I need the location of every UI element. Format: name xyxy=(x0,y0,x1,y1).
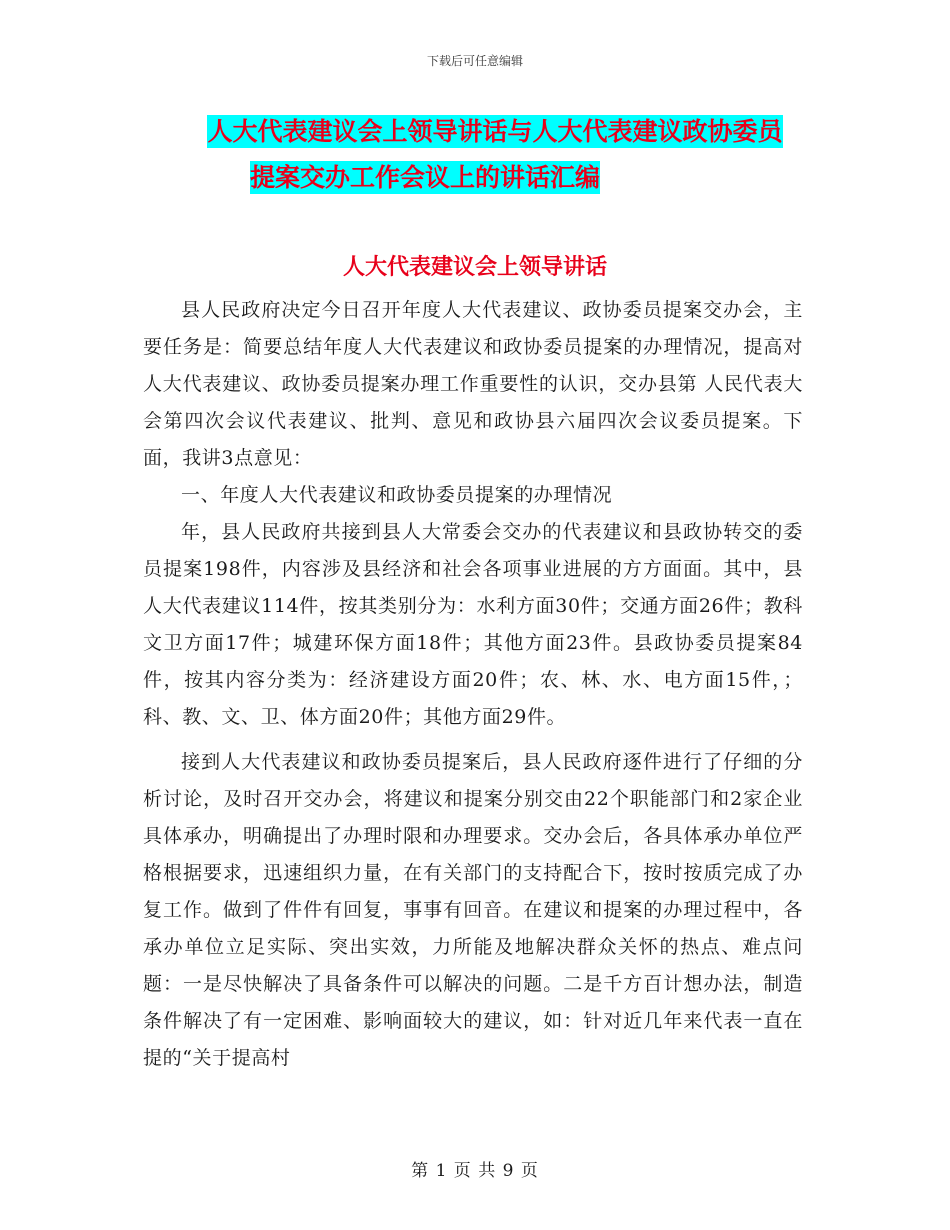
section-title: 人大代表建议会上领导讲话 xyxy=(342,255,607,280)
page-footer: 第 1 页 共 9 页 xyxy=(411,1161,539,1181)
title-highlight-1: 人大代表建议会上领导讲话与人大代表建议政协委员 xyxy=(207,117,783,146)
header-note: 下载后可任意编辑 xyxy=(426,54,523,68)
paragraph: 一、年度人大代表建议和政协委员提案的办理情况 xyxy=(181,484,613,506)
document-body xyxy=(143,292,803,1077)
paragraph: 县人民政府决定今日召开年度人大代表建议、政协委员提案交办会，主要任务是：简要总结年度人大代表建议和政协委员提案的办理情况，提高对人大代表建议、政协委员提案办理工作重要性的认识，交办县第 人民代表大会第四次会议代表建议、批判、意见和政协县六届四次会议委员提案。下面，我讲3点意见： xyxy=(143,299,803,469)
document-title-line-2 xyxy=(0,158,900,194)
document-title-line-1 xyxy=(0,112,950,148)
title-highlight-2: 提案交办工作会议上的讲话汇编 xyxy=(249,163,600,192)
paragraph: 年，县人民政府共接到县人大常委会交办的代表建议和县政协转交的委员提案198件，内容涉及县经济和社会各项事业进展的方方面面。其中，县人大代表建议114件，按其类别分为：水利方面30件；交通方面26件；教科文卫方面17件；城建环保方面18件；其他方面23件。县政协委员提案84件，按其内容分类为：经济建设方面20件；农、林、水、电方面15件，；科、教、文、卫、体方面20件；其他方面29件。 xyxy=(143,521,803,728)
paragraph: 接到人大代表建议和政协委员提案后，县人民政府逐件进行了仔细的分析讨论，及时召开交办会，将建议和提案分别交由22个职能部门和2家企业具体承办，明确提出了办理时限和办理要求。交办会后，各具体承办单位严格根据要求，迅速组织力量，在有关部门的支持配合下，按时按质完成了办复工作。做到了件件有回复，事事有回音。在建议和提案的办理过程中，各承办单位立足实际、突出实效，力所能及地解决群众关怀的热点、难点问题：一是尽快解决了具备条件可以解决的问题。二是千方百计想办法，制造条件解决了有一定困难、影响面较大的建议，如：针对近几年来代表一直在提的“关于提高村 xyxy=(143,751,803,1069)
